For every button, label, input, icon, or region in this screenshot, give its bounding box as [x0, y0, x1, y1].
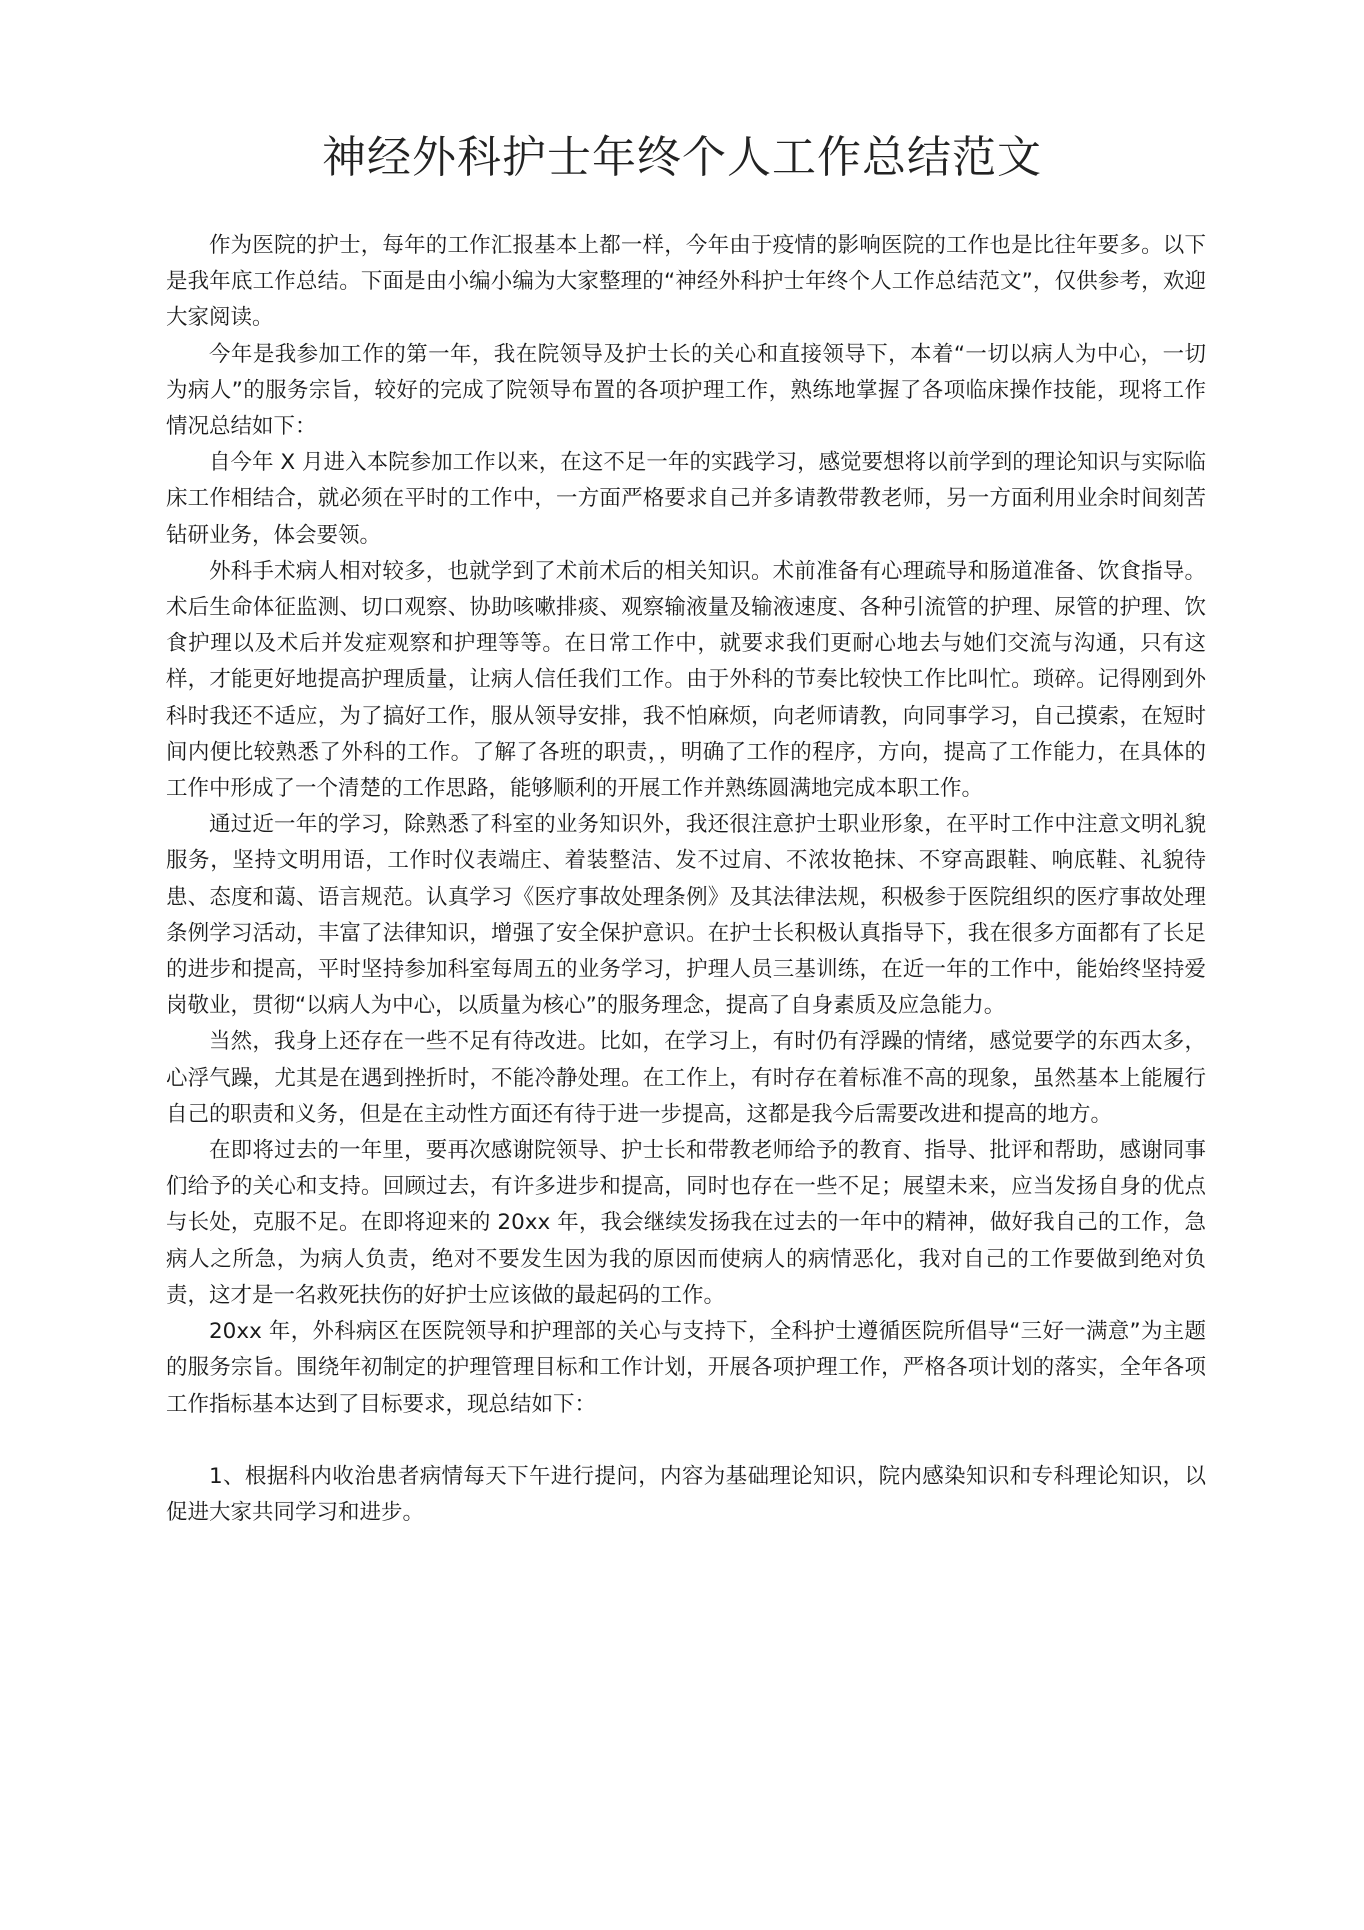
document-title: 神经外科护士年终个人工作总结范文 [322, 132, 1042, 183]
paragraph-practice: 自今年 X 月进入本院参加工作以来，在这不足一年的实践学习，感觉要想将以前学到的理论知识与实际临床工作相结合，就必须在平时的工作中，一方面严格要求自己并多请教带教老师，另一方面利用业余时间刻苦钻研业务，体会要领。 [166, 450, 1206, 548]
list-item-1: 1、根据科内收治患者病情每天下午进行提问，内容为基础理论知识，院内感染知识和专科理论知识，以促进大家共同学习和进步。 [166, 1463, 1206, 1526]
paragraph-first-year: 今年是我参加工作的第一年，我在院领导及护士长的关心和直接领导下，本着“一切以病人为中心，一切为病人”的服务宗旨，较好的完成了院领导布置的各项护理工作，熟练地掌握了各项临床操作技能，现将工作情况总结如下： [166, 341, 1206, 440]
paragraph-surgery-knowledge: 外科手术病人相对较多，也就学到了术前术后的相关知识。术前准备有心理疏导和肠道准备、饮食指导。术后生命体征监测、切口观察、协助咳嗽排痰、观察输液量及输液速度、各种引流管的护理、尿管的护理、饮食护理以及术后并发症观察和护理等等。在日常工作中，就要求我们更耐心地去与她们交流与沟通，只有这样，才能更好地提高护理质量，让病人信任我们工作。由于外科的节奏比较快工作比叫忙。琐碎。记得刚到外科时我还不适应，为了搞好工作，服从领导安排，我不怕麻烦，向老师请教，向同事学习，自己摸索，在短时间内便比较熟悉了外科的工作。了解了各班的职责，，明确了工作的程序，方向，提高了工作能力，在具体的工作中形成了一个清楚的工作思路，能够顺利的开展工作并熟练圆满地完成本职工作。 [166, 558, 1206, 802]
paragraph-shortcomings: 当然，我身上还存在一些不足有待改进。比如，在学习上，有时仍有浮躁的情绪，感觉要学的东西太多，心浮气躁，尤其是在遇到挫折时，不能冷静处理。在工作上，有时存在着标准不高的现象，虽然基本上能履行自己的职责和义务，但是在主动性方面还有待于进一步提高，这都是我今后需要改进和提高的地方。 [166, 1029, 1206, 1127]
document-body [166, 228, 1206, 1531]
paragraph-intro: 作为医院的护士，每年的工作汇报基本上都一样，今年由于疫情的影响医院的工作也是比往年要多。以下是我年底工作总结。下面是由小编小编为大家整理的“神经外科护士年终个人工作总结范文”，仅供参考，欢迎大家阅读。 [166, 233, 1206, 331]
paragraph-professional-image: 通过近一年的学习，除熟悉了科室的业务知识外，我还很注意护士职业形象，在平时工作中注意文明礼貌服务，坚持文明用语，工作时仪表端庄、着装整洁、发不过肩、不浓妆艳抹、不穿高跟鞋、响底鞋、礼貌待患、态度和蔼、语言规范。认真学习《医疗事故处理条例》及其法律法规，积极参于医院组织的医疗事故处理条例学习活动，丰富了法律知识，增强了安全保护意识。在护士长积极认真指导下，我在很多方面都有了长足的进步和提高，平时坚持参加科室每周五的业务学习，护理人员三基训练，在近一年的工作中，能始终坚持爱岗敬业，贯彻“以病人为中心，以质量为核心”的服务理念，提高了自身素质及应急能力。 [166, 812, 1206, 1019]
paragraph-ward-summary: 20xx 年，外科病区在医院领导和护理部的关心与支持下，全科护士遵循医院所倡导“三好一满意”为主题的服务宗旨。围绕年初制定的护理管理目标和工作计划，开展各项护理工作，严格各项计划的落实，全年各项工作指标基本达到了目标要求，现总结如下： [166, 1319, 1206, 1417]
paragraph-gratitude: 在即将过去的一年里，要再次感谢院领导、护士长和带教老师给予的教育、指导、批评和帮助，感谢同事们给予的关心和支持。回顾过去，有许多进步和提高，同时也存在一些不足；展望未来，应当发扬自身的优点与长处，克服不足。在即将迎来的 20xx 年，我会继续发扬我在过去的一年中的精神，做好我自己的工作，急病人之所急，为病人负责，绝对不要发生因为我的原因而使病人的病情恶化，我对自己的工作要做到绝对负责，这才是一名救死扶伤的好护士应该做的最起码的工作。 [166, 1138, 1206, 1308]
paragraph-spacer [166, 1423, 1206, 1459]
